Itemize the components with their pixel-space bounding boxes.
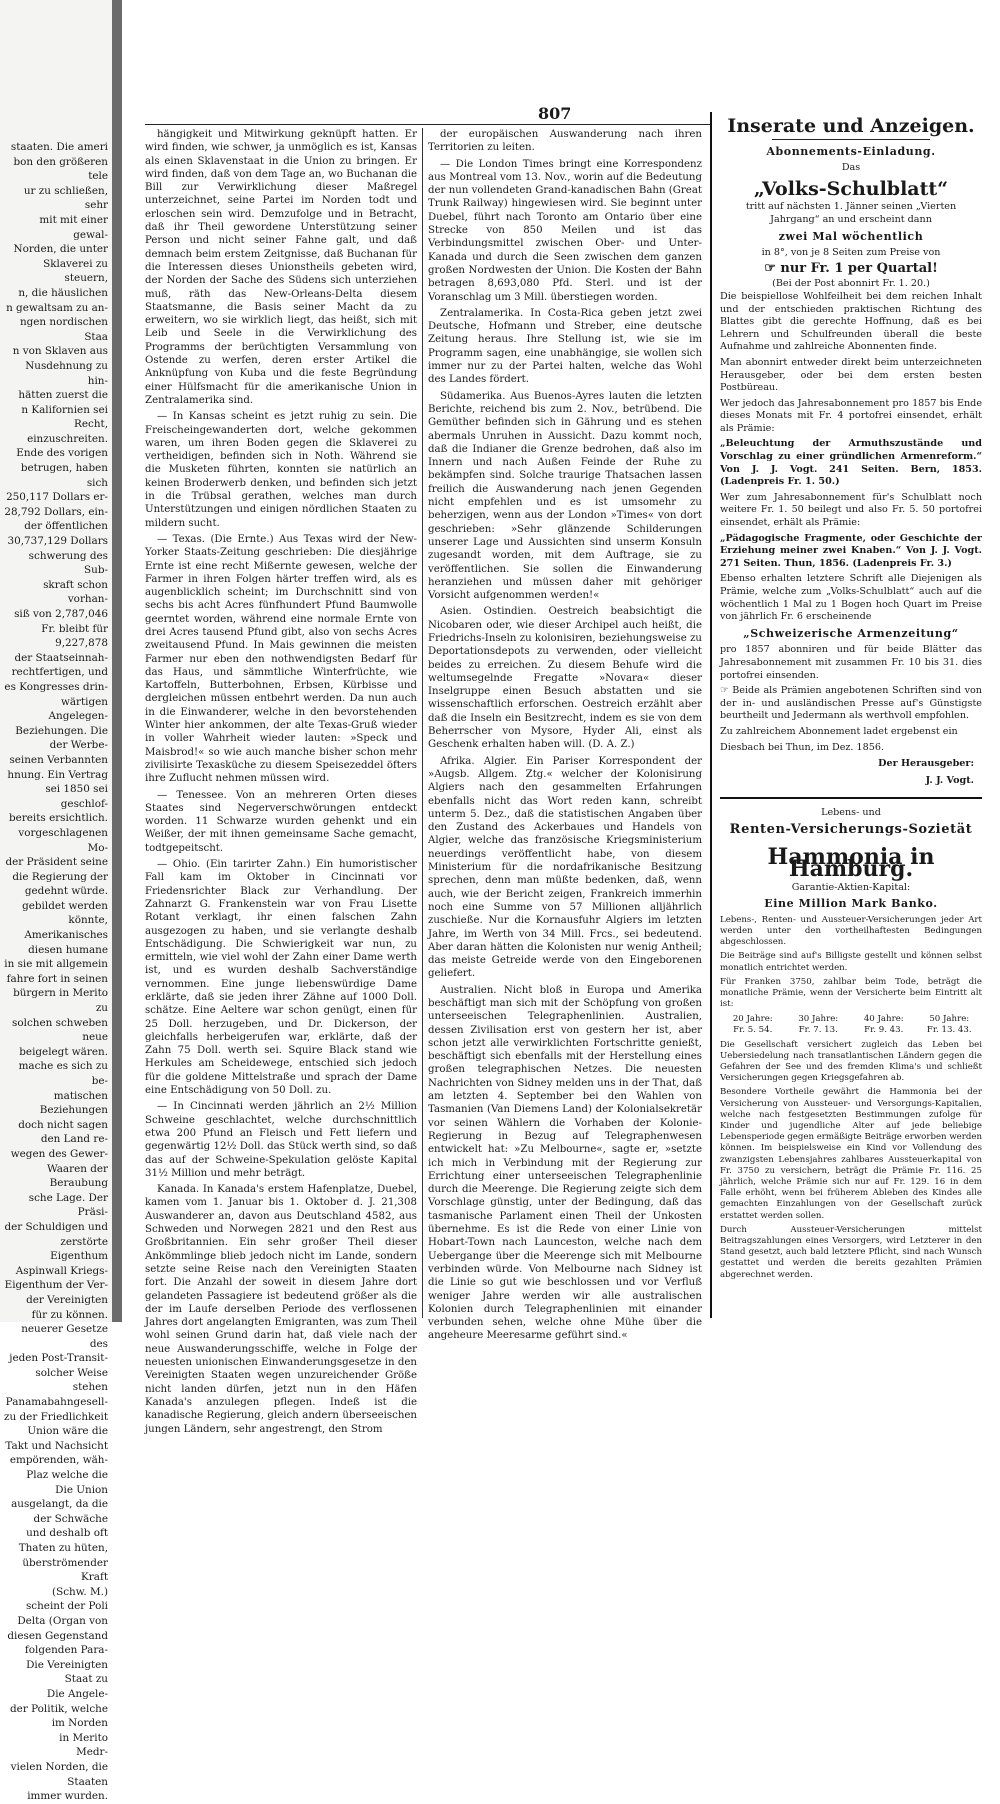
ad-paragraph: Die beispiellose Wohlfeilheit bei dem reichen Inhalt und der entschieden praktischen Richtung des Blattes gibt die gerechte Hoffnung, daß es bei Lehrern und Schulfreunden überall die beste Aufnahme und zahlreiche Abonnenten finde. [720,290,982,353]
premium-cell: 20 Jahre: [732,1013,773,1024]
ad-post-note: (Bei der Post abonnirt Fr. 1. 20.) [772,278,930,290]
ad-editor-name: J. J. Vogt. [925,774,974,786]
article-asien: Asien. Ostindien. Oestreich beabsichtigt die Nicobaren oder, wie dieser Archipel auch heißt, die Friedrichs-Inseln zu kolonisiren, beziehungsweise zu Deportationsdepots zu verwenden, oder vielleicht beides zu erreichen. Zu diesem Behufe wird die weltumsegelnde Fregatte »Novara« dieser Inselgruppe einen Besuch abstatten und sie wissenschaftlich erforschen. Oestreich erzählt aber daß die Inseln ein Besitzrecht, indem es sie von dem Beherrscher von Mysore, Hyder Ali, einst als Geschenk erhalten haben will. (D. A. Z.) [428,606,702,751]
column-2 [428,128,702,1342]
ad-paragraph: ☞ Beide als Prämien angebotenen Schriften sind von der in- und ausländischen Presse auf's Günstigste beurtheilt und Jedermann als werthvoll empfohlen. [720,685,982,722]
ads-separator [720,797,982,799]
ad-paragraph: Zu zahlreichem Abonnement ladet ergebenst ein [720,725,958,737]
paper-name: „Volks-Schulblatt“ [753,177,949,200]
article-london-times: — Die London Times bringt eine Korrespondenz aus Montreal vom 13. Nov., worin auf die Bedeutung der nun vollendeten Grand-kanadischen Bahn (Great Trunk Railway) hingewiesen wird. Sie beginnt unter Duebel, führt nach Toronto am Ontario über eine Strecke von 850 Meilen und ist das Verbindungsmittel zwischen Ober- und Unter-Kanada und durch die Seen zwischen dem ganzen großen Nordwesten der Union. Die Kosten der Bahn betragen 8,693,080 Pfd. Sterl. und ist der Voranschlag um 3 Mill. überstiegen worden. [428,158,702,303]
insurance-line-1: Lebens- und [821,807,881,819]
ad-date: Diesbach bei Thun, im Dez. 1856. [720,741,884,753]
insurance-paragraph: Die Gesellschaft versichert zugleich das Leben bei Uebersiedelung nach transatlantischen Ländern gegen die Gefahren der See und des fremden Klima's und schließt Versicherungen gegen Kriegsgefahren ab. [720,1039,982,1084]
ad-intro: tritt auf nächsten 1. Jänner seinen „Vierten Jahrgang“ an und erscheint dann [745,201,957,225]
insurance-line-2: Renten-Versicherungs-Sozietät [729,821,973,837]
page-number: 807 [538,104,572,123]
article-zentralamerika: Zentralamerika. In Costa-Rica geben jetzt zwei Deutsche, Hofmann und Streber, eine deutsche Zeitung heraus. Ihre Stellung ist, wie sie im Programm sagen, eine unabhängige, sie wollen sich immer nur zu der Partei halten, welche das Wohl des Landes fördert. [428,307,702,386]
premium-cell: Fr. 7. 13. [798,1024,838,1035]
article-afrika: Afrika. Algier. Ein Pariser Korrespondent der »Augsb. Allgem. Ztg.« welcher der Kolonisirung Algiers nach den gesammelten Erfahrungen ebenfalls nicht das Wort reden kann, schreibt unterm 5. Dez., daß die statistischen Angaben über den Zustand des Ackerbaues und Handels von Algier, welche das französische Kriegsministerium neuerdings veröffentlicht habe, von diesem Ministerium für die nordafrikanische Besitzung sprechen, denn man müßte bedenken, daß, wenn auch, wie der Bericht zeigen, Frankreich immerhin noch eine Summe von 57 Millionen alljährlich zuschieße. Nur die Kornausfuhr Algiers im letzten Jahre, im Werth von 34 Mill. Frcs., sei bedeutend. Aber daran hätten die Kolonisten nur wenig Antheil; das meiste Getreide werde von den Eingeborenen geliefert. [428,755,702,980]
insurance-paragraph: Lebens-, Renten- und Aussteuer-Versicherungen jeder Art werden unter den vortheilhaftesten Bedingungen abgeschlossen. [720,914,982,948]
premium-cell: Fr. 5. 54. [733,1024,773,1035]
ad-premium-1: „Beleuchtung der Armuthszustände und Vorschlag zu einer gründlichen Armenreform.“ Von J. J. Vogt. 241 Seiten. Bern, 1853. (Ladenpreis Fr. 1. 50.) [720,438,982,488]
ad-paragraph: pro 1857 abonniren und für beide Blätter das Jahresabonnement mit zusammen Fr. 10 bis 31. dies portofrei einsenden. [720,644,982,681]
article-paragraph: der europäischen Auswanderung nach ihren Territorien zu leiten. [428,129,702,154]
article-tenessee: — Tenessee. Von an mehreren Orten dieses Staates sind Negerverschwörungen entdeckt worden. 11 Schwarze wurden gehenkt und ein Weißer, der mit ihnen gemeinsame Sache gemacht, todtgepeitscht. [145,789,417,854]
premium-cell: Fr. 13. 43. [926,1024,972,1035]
ads-section-title: Inserate und Anzeigen. [727,115,975,137]
armenzeitung-title: „Schweizerische Armenzeitung“ [743,626,959,640]
ad-paragraph: Wer zum Jahresabonnement für's Schulblatt noch weitere Fr. 1. 50 beilegt und also Fr. 5. 50 portofrei einsendet, erhält als Prämie: [720,491,982,529]
article-suedamerika: Südamerika. Aus Buenos-Ayres lauten die letzten Berichte, reichend bis zum 2. Nov., betrübend. Die Gemüther befinden sich in Gährung und es stehen abermals Unruhen in Aussicht. Dazu kommt noch, daß die Indianer die Grenze bedrohen, daß also im Innern und nach Außen Feinde der Ruhe zu bekämpfen sind. Solche traurige Thatsachen lassen freilich die Auswanderung nach jenen Gegenden nicht empfehlen und es ist umsomehr zu beherzigen, wenn aus der London »Times« von dort geschrieben: »Sehr glänzende Schilderungen unserer Lage und Aussichten sind unserm Konsuln zugesandt worden, mit dem Auftrage, sie zu veröffentlichen. Sie sollen die Einwanderung heranziehen und müssen daher mit gehöriger Vorsicht aufgenommen werden!« [428,390,702,602]
insurance-company-name: Hammonia in Hamburg. [767,843,935,883]
column-rule-1 [422,128,423,1318]
article-australien: Australien. Nicht bloß in Europa und Amerika beschäftigt man sich mit der Schöpfung von großen unterseeischen Telegraphenlinien. Australien, dessen Zivilisation erst von gestern her ist, aber schon jetzt alle verwirklichten Fortschritte genießt, beschäftigt sich ebenfalls mit der Herstellung eines großen telegraphischen Netzes. Die neuesten Nachrichten von Sidney melden uns in der That, daß am letzten 4. September bei den Wahlen von Tasmanien (Van Diemens Land) der Kolonialsekretär vor seinen Wählern die Vorhaben der Kolonie-Regierung in Bezug auf Telegraphenwesen entwickelt hat: »Zu Melbourne«, sagte er, »setzte ich mich in Verbindung mit der Regierung zur Errichtung einer unterseeischen Telegraphenlinie durch die Meerenge. Die Regierung zeigte sich dem Vorschlage günstig, unter der Bedingung, daß das tasmanische Parlament einen Theil der Unkosten übernehme. Es ist die Rede von einer Linie von Hobart-Town nach Launceston, welche nach dem Uebergange über die Meerenge sich mit Melbourne verbinden würde. Von Melbourne nach Sidney ist die Linie so gut wie beschlossen und vor Verfluß weniger Jahre werden wir alle australischen Kolonien durch Telegraphenlinien mit einander verbunden sehen, welche ohne Mühe über die angeheure Meeresarme geführt sind.« [428,984,702,1342]
insurance-paragraph: Für Franken 3750, zahlbar beim Tode, beträgt die monatliche Prämie, wenn der Versicherte beim Eintritt alt ist: [720,976,982,1010]
advertisements-column [720,112,982,1332]
article-kansas: — In Kansas scheint es jetzt ruhig zu sein. Die Freischeingewanderten dort, welche gekommen waren, um ihren Boden gegen die Sklaverei zu vertheidigen, befinden sich in Noth. Während sie die Musketen führten, konnten sie natürlich an keinen Broderwerb denken, und befinden sich jetzt in die Trübsal gerathen, welches man durch Unterstützungen und einigen nördlichen Staaten zu mildern sucht. [145,411,417,529]
article-ohio: — Ohio. (Ein tarirter Zahn.) Ein humoristischer Fall kam im Oktober in Cincinnati vor Friedensrichter Black zur Verhandlung. Der Zahnarzt G. Frankenstein war von Frau Lisette Rotant verklagt, ihr einen falschen Zahn ausgezogen zu haben, und sie verlangte deshalb Entschädigung. Die Schwierigkeit war nun, zu ermitteln, wie viel wohl der Zahn einer Dame werth ist, und es wurden deshalb Sachverständige vernommen. Eine junge liebenswürdige Dame erklärte, daß sie jeden ihrer Zähne auf 1000 Doll. schätze. Eine Aeltere war schon genügt, einen für 25 Doll. herzugeben, und Dr. Dickerson, der gleichfalls herbeigerufen war, erklärte, daß der Zahn 75 Doll. werth sei. Squire Black stand wie Herkules am Scheidewege, entschied sich jedoch für die goldene Mittelstraße und sprach der Dame eine Entschädigung von 50 Doll. zu. [145,859,417,1097]
premium-cell: 30 Jahre: [798,1013,839,1024]
premium-cell: 50 Jahre: [929,1013,970,1024]
facing-page-text: staaten. Die ameri bon den größeren tele ur zu schließen, sehr mit mit einer gewal- Norden, die unter Sklaverei zu steuern, n, die häuslichen n gewaltsam zu an- ngen nordischen Staa n von Sklaven aus Nusdehnung zu hin- hätten zuerst die n Kalifornien sei Recht, einzuschreiten. Ende des vorigen betrugen, haben sich 250,117 Dollars er- 28,792 Dollars, ein- der öffentlichen 30,737,129 Dollars schwerung des Sub- skraft schon vorhan- siß von 2,787,046 Fr. bleibt für 9,227,878 der Staatseinnah- rechtfertigen, und es Kongresses drin- wärtigen Angelegen- Beziehungen. Die der Werbe- seinen Verbannten hnung. Ein Vertrag sei 1850 sei geschlof- bereits ersichtlich. vorgeschlagenen Mo- der Präsident seine die Regierung der gedehnt würde. gebildet werden könnte, Amerikanisches diesen humane in sie mit allgemein fahre fort in seinen bürgern in Merito zu solchen schweben neue beigelegt wären. mache es sich zu be- matischen Beziehungen doch nicht sagen den Land re- wegen des Gewer- Waaren der Beraubung sche Lage. Der Präsi- der Schuldigen und zerstörte Eigenthum Aspinwall Kriegs- Eigenthum der Ver- der Vereinigten für zu können. neuerer Gesetze des jeden Post-Transit- solcher Weise stehen Panamabahngesell- zu der Friedlichkeit Union wäre die Takt und Nachsicht empörenden, wäh- Plaz welche die Die Union ausgelangt, da die der Schwäche und deshalb oft Thaten zu hüten, überströmender Kraft (Schw. M.) scheint der Poli Delta (Organ von diesen Gegenstand folgenden Para- Die Vereinigten Staat zu Die Angele- der Politik, welche im Norden in Merito Medr- vielen Norden, die Staaten immer wurden. [4,141,108,1803]
article-paragraph: hängigkeit und Mitwirkung geknüpft hatten. Er wird finden, wie schwer, ja unmöglich es ist, Kansas als einen Sklavenstaat in die Union zu bringen. Er wird finden, daß von dem Tage an, wo Buchanan die Bill zur Verwirklichung dieser Maßregel unterzeichnet, seine Partei im Norden todt und erloschen sein wird. Demzufolge und in Betracht, daß ihr Theil gewordene Unterstützung seiner Person und nicht seiner Fahne galt, und daß demnach beim erstem Zeitgnisse, daß Buchanan für die Interessen dieses Unionstheils gebeten wird, der Norden der Sache des Südens sich unterziehen muß, räth das New-Orleans-Delta diesem Staatsmanne, die Basis seiner Macht da zu erweitern, wo sie wirklich liegt, das heißt, sich mit Leib und Seele in die Verwirklichung des Programms der berüchtigten Versammlung von Ostende zu werfen, deren erster Artikel die Anknüpfung von Kuba und die feste Begründung einer Hülfsmacht für die amerikanische Union in Zentralamerika sind. [145,129,417,406]
capital-amount: Eine Million Mark Banko. [764,897,938,911]
das-label: Das [841,162,861,174]
capital-label: Garantie-Aktien-Kapital: [791,881,911,893]
insurance-paragraph: Durch Aussteuer-Versicherungen mittelst Beitragszahlungen eines Versorgers, wird Letzterer in den Stand gesetzt, auch bald letztere Pflicht, sind nach Wunsch gestattet und werden die bereits gezahlten Prämien abgerechnet werden. [720,1224,982,1280]
ad-paragraph: Ebenso erhalten letztere Schrift alle Diejenigen als Prämie, welche zum „Volks-Schulblatt“ auch auf die wöchentlich 1 Mal zu 1 Bogen hoch Quart im Preise von jährlich Fr. 6 erscheinende [720,573,982,623]
column-rule-2 [710,112,712,1318]
column-1 [145,128,417,1435]
ad-price: ☞ nur Fr. 1 per Quartal! [764,260,938,276]
article-texas: — Texas. (Die Ernte.) Aus Texas wird der New-Yorker Staats-Zeitung geschrieben: Die diesjährige Ernte ist eine recht Mißernte gewesen, welche der Farmer in ihren Folgen härter treffen wird, als es augenblicklich scheint; im Durchschnitt sind von sechs bis acht Acres fünfhundert Pfund Baumwolle geerntet worden, während eine normale Ernte von drei Acres tausend Pfund gibt, also von sechs Acres zweitausend Pfund. In Mais gewinnen die meisten Farmer nur eben den nothwendigsten Bedarf für das Haus, und sämmtliche Winterfrüchte, wie Kartoffeln, Butterbohnen, Erbsen, Kürbisse und dergleichen müssen entbehrt werden. Da nun auch in die Einwanderer, welche in den bevorstehenden Winter hier ankommen, der alte Texas-Gruß wieder in voller Wahrheit wieder lauten: »Speck und Maisbrod!« so wie auch manche bisher schon mehr zivilisirte Texasküche zu diesem Speisezeddel öfters ihre Zuflucht nehmen müssen wird. [145,533,417,785]
subscription-heading: Abonnements-Einladung. [766,144,936,158]
facing-page-fragment [0,0,112,1803]
header-rule [145,124,710,125]
article-cincinnati: — In Cincinnati werden jährlich an 2½ Million Schweine geschlachtet, welche durchschnittlich etwa 200 Pfund an Fleisch und Fett liefern und gegenwärtig 12½ Doll. das Stück werth sind, so daß das auf der Schweine-Spekulation gelöste Kapital 31½ Million und mehr beträgt. [145,1101,417,1179]
ad-premium-2: „Pädagogische Fragmente, oder Geschichte der Erziehung meiner zwei Knaben.“ Von J. J. Vogt. 271 Seiten. Thun, 1856. (Ladenpreis Fr. 3.) [720,532,982,569]
ad-paragraph: Man abonnirt entweder direkt beim unterzeichneten Herausgeber, oder bei dem ersten besten Postbüreau. [720,356,982,394]
article-kanada: Kanada. In Kanada's erstem Hafenplatze, Duebel, kamen vom 1. Januar bis 1. Oktober d. J. 21,308 Auswanderer an, davon aus Deutschland 4582, aus Schweden und Norwegen 2821 und den Rest aus Großbritannien. Ein sehr großer Theil dieser Ankömmlinge blieb jedoch nicht im Lande, sondern setzte seine Reise nach den Vereinigten Staaten fort. Die Anzahl der soweit in diesem Jahre dort gelandeten Passagiere ist bedeutend größer als die der im Laufe derselben Periode des verflossenen Jahres dort angelangten Emigranten, was zum Theil wohl seinen Grund darin hat, daß viele nach der neue Auswanderungsschiffe, welche in Folge der neuesten unionischen Einwanderungsgesetze in den Vereinigten Staaten wegen unzureichender Größe nicht landen dürfen, jetzt nun in den Häfen Kanada's anzulegen pflegen. Indeß ist die kanadische Regierung, gleich andern überseeischen jungen Ländern, sehr angestrengt, den Strom [145,1184,417,1435]
premium-table [720,1014,982,1036]
ad-frequency: zwei Mal wöchentlich [778,229,924,243]
insurance-paragraph: Besondere Vortheile gewährt die Hammonia bei der Versicherung von Aussteuer- und Versorgungs-Kapitalien, welche nach festgesetzten Bestimmungen zufolge für Kinder und jugendliche Alter auf jede beliebige Lebensperiode gegen ermäßigte Beiträge erworben werden können. Im beispielsweise ein Kind vor Vollendung des zwanzigsten Lebensjahres zahlbares Aussteuerkapital von Fr. 3750 zu versichern, beträgt die Prämie Fr. 116. 25 jährlich, welche Prämie sich nur auf Fr. 129. 16 in dem Falle erhöht, wenn bei früherem Ableben des Kindes alle gemachten Einzahlungen von der Gesellschaft zurück erstattet werden sollen. [720,1087,982,1221]
insurance-paragraph: Die Beiträge sind auf's Billigste gestellt und können selbst monatlich entrichtet werden. [720,951,982,973]
ad-format: in 8°, von je 8 Seiten zum Preise von [761,247,941,259]
premium-cell: 40 Jahre: [863,1013,904,1024]
premium-cell: Fr. 9. 43. [864,1024,904,1035]
ad-signed-label: Der Herausgeber: [878,758,974,770]
ad-paragraph: Wer jedoch das Jahresabonnement pro 1857 bis Ende dieses Monats mit Fr. 4 portofrei einsendet, erhält als Prämie: [720,397,982,434]
ads-title-rule [772,139,929,140]
